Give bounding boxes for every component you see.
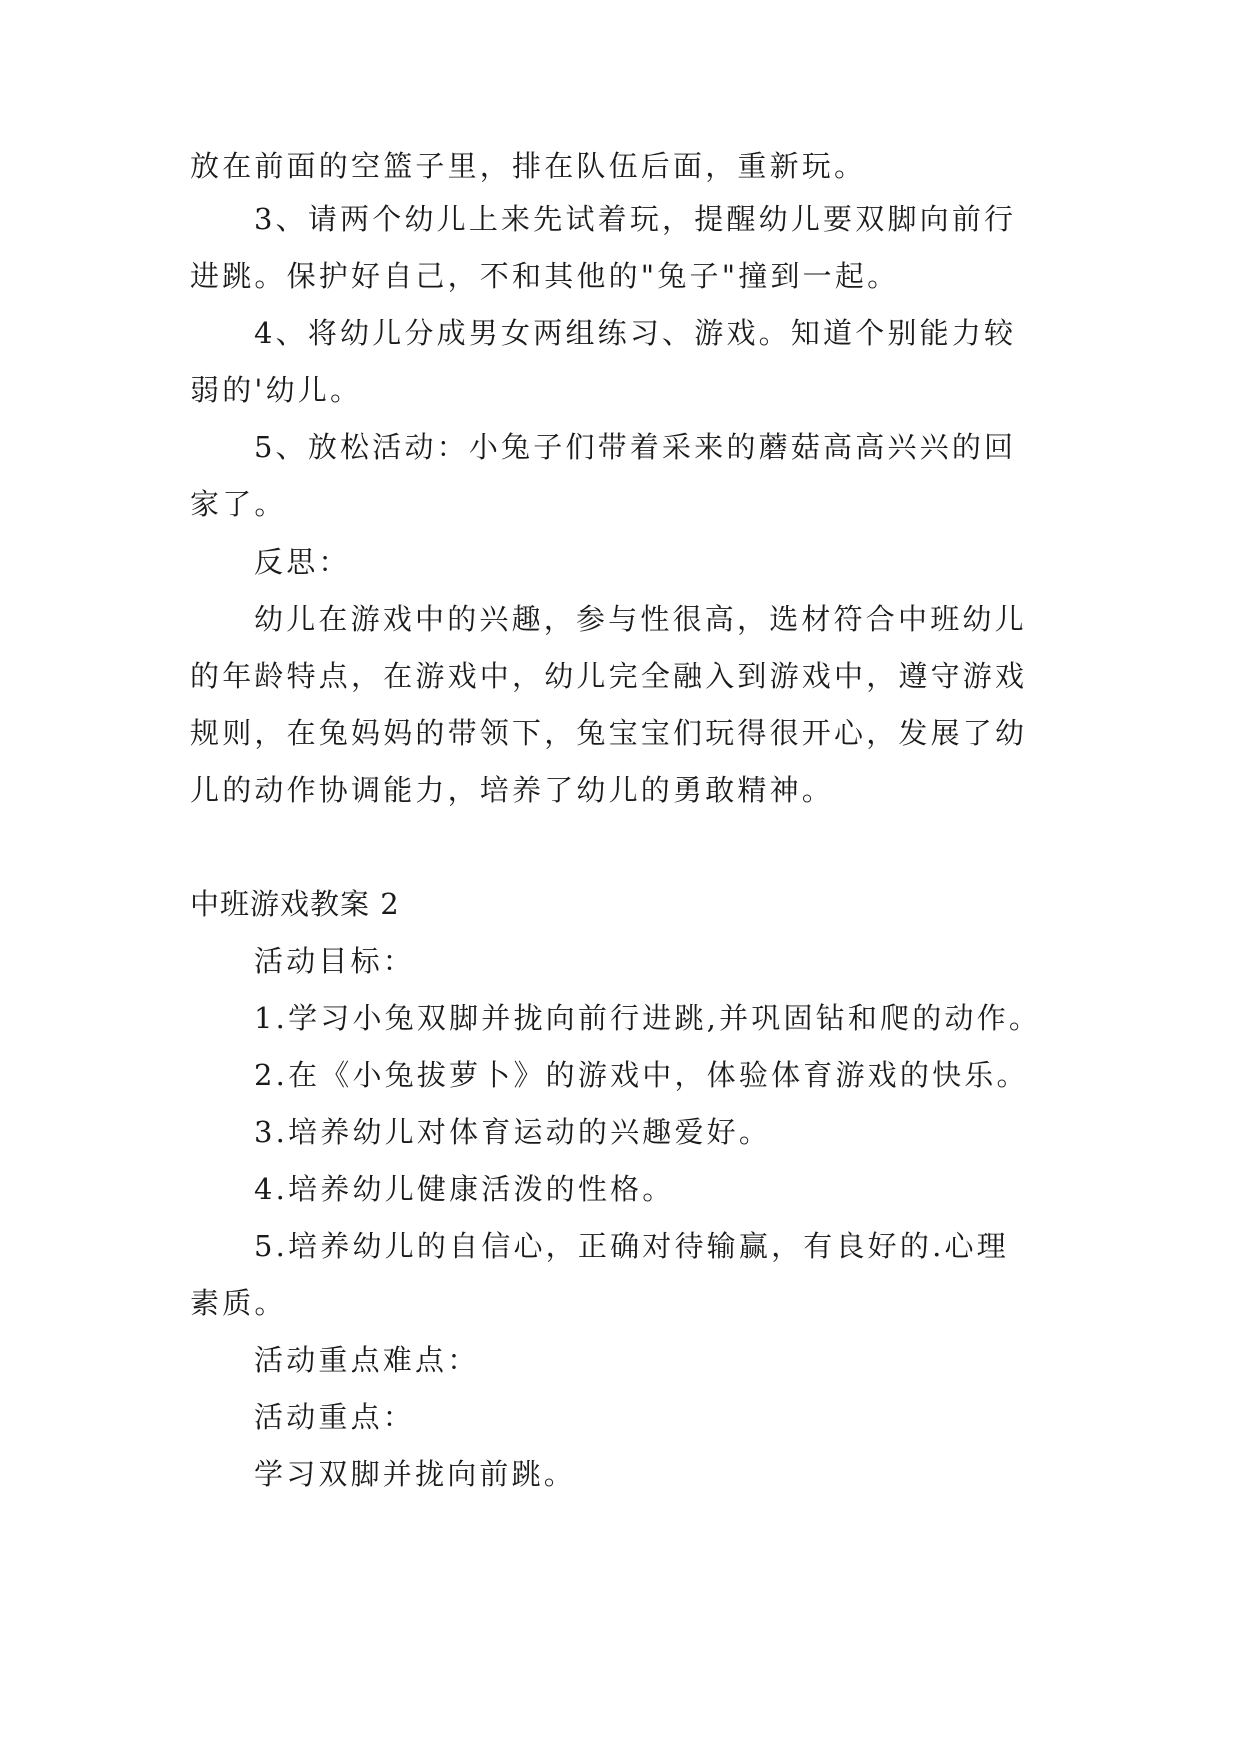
list-item: 5.培养幼儿的自信心，正确对待输赢，有良好的.心理 xyxy=(254,1229,1009,1263)
paragraph-line: 3、请两个幼儿上来先试着玩，提醒幼儿要双脚向前行 xyxy=(254,202,1017,236)
list-item: 1.学习小兔双脚并拢向前行进跳,并巩固钻和爬的动作。 xyxy=(254,1001,1042,1035)
paragraph-line: 4、将幼儿分成男女两组练习、游戏。知道个别能力较 xyxy=(254,316,1017,350)
section-heading: 中班游戏教案 2 xyxy=(190,887,400,921)
paragraph-line: 家了。 xyxy=(190,487,287,521)
list-item: 3.培养幼儿对体育运动的兴趣爱好。 xyxy=(254,1115,772,1149)
paragraph-line: 放在前面的空篮子里，排在队伍后面，重新玩。 xyxy=(190,149,867,183)
paragraph-line: 5、放松活动：小兔子们带着采来的蘑菇高高兴兴的回 xyxy=(254,430,1017,464)
paragraph-line: 素质。 xyxy=(190,1286,287,1320)
paragraph-line: 弱的'幼儿。 xyxy=(190,373,363,407)
section-label: 活动重点难点： xyxy=(254,1343,480,1377)
paragraph-line: 儿的动作协调能力，培养了幼儿的勇敢精神。 xyxy=(190,773,835,807)
list-item: 4.培养幼儿健康活泼的性格。 xyxy=(254,1172,675,1206)
section-label: 活动重点： xyxy=(254,1400,416,1434)
section-label: 反思： xyxy=(254,545,351,579)
list-item: 2.在《小兔拔萝卜》的游戏中，体验体育游戏的快乐。 xyxy=(254,1058,1029,1092)
paragraph-line: 学习双脚并拢向前跳。 xyxy=(254,1457,577,1491)
section-label: 活动目标： xyxy=(254,944,416,978)
paragraph-line: 的年龄特点，在游戏中，幼儿完全融入到游戏中，遵守游戏 xyxy=(190,659,1028,693)
paragraph-line: 进跳。保护好自己，不和其他的"兔子"撞到一起。 xyxy=(190,259,900,293)
paragraph-line: 幼儿在游戏中的兴趣，参与性很高，选材符合中班幼儿 xyxy=(254,602,1027,636)
paragraph-line: 规则，在兔妈妈的带领下，兔宝宝们玩得很开心，发展了幼 xyxy=(190,716,1028,750)
